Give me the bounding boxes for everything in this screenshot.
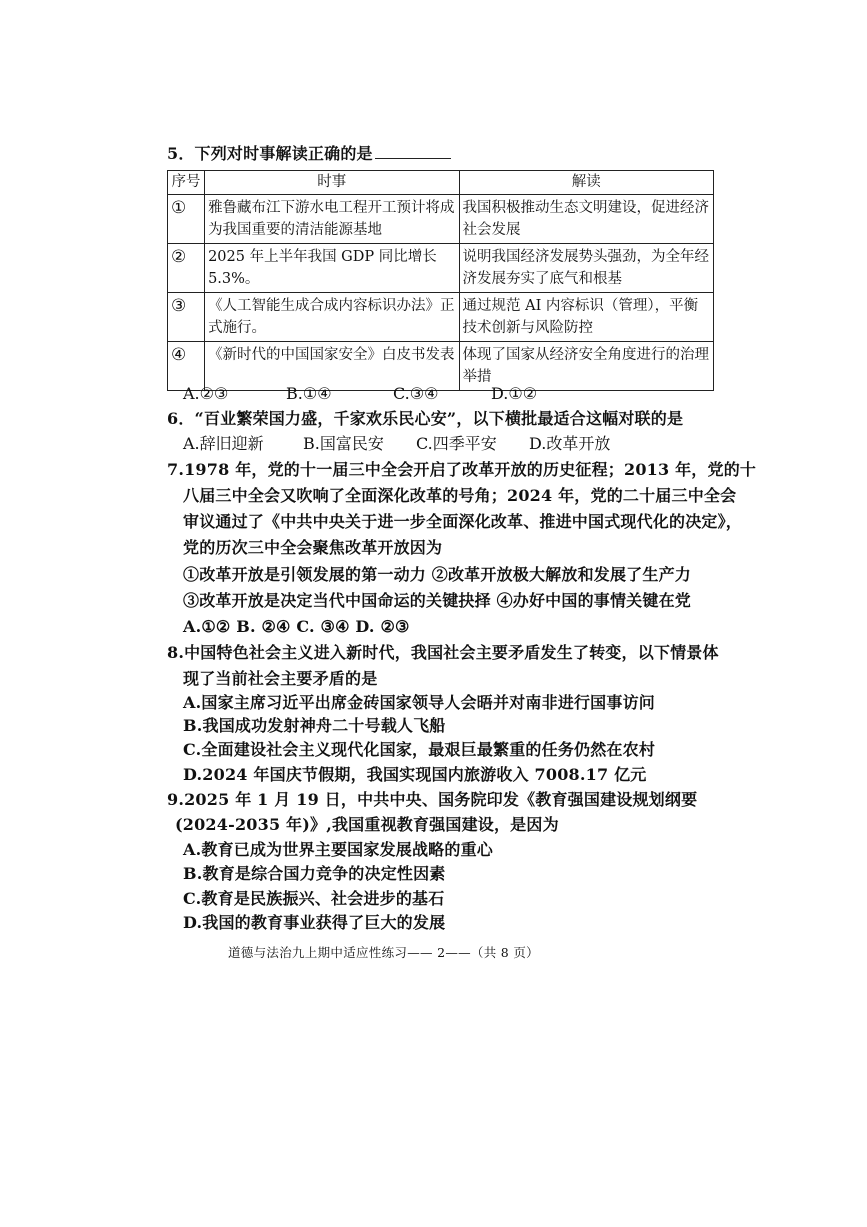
current-events-table [167,170,714,391]
row-interpretation: 说明我国经济发展势头强劲，为全年经济发展夯实了底气和根基 [459,244,713,293]
row-interpretation: 我国积极推动生态文明建设，促进经济社会发展 [459,195,713,244]
row-index: ④ [168,342,205,391]
question-7-stem-line: 审议通过了《中共中央关于进一步全面深化改革、推进中国式现代化的决定》， [183,512,743,531]
row-interpretation: 通过规范 AI 内容标识（管理），平衡技术创新与风险防控 [459,293,713,342]
question-7-stem-line: 八届三中全会又吹响了全面深化改革的号角；2024 年，党的二十届三中全会 [183,486,737,505]
table-row [168,293,714,342]
option-b[interactable]: B.教育是综合国力竞争的决定性因素 [183,864,446,883]
question-5-stem [167,144,451,164]
row-index: ③ [168,293,205,342]
question-9-stem-line: 9.2025 年 1 月 19 日，中共中央、国务院印发《教育强国建设规划纲要 [167,790,698,809]
question-7-options[interactable]: A.①② B. ②④ C. ③④ D. ②③ [183,617,410,636]
question-6-stem: 6．“百业繁荣国力盛，千家欢乐民心安”，以下横批最适合这幅对联的是 [167,409,684,428]
option-d[interactable]: D.2024 年国庆节假期，我国实现国内旅游收入 7008.17 亿元 [183,765,647,784]
question-7-stem-line: 7.1978 年，党的十一届三中全会开启了改革开放的历史征程；2013 年，党的十 [167,460,757,479]
question-6-options [183,434,703,454]
option-a[interactable]: A.②③ [183,384,229,403]
option-c[interactable]: C.教育是民族振兴、社会进步的基石 [183,889,445,908]
row-event: 《新时代的中国国家安全》白皮书发表 [205,342,459,391]
table-row [168,195,714,244]
row-index: ② [168,244,205,293]
question-7-stem-line: 党的历次三中全会聚焦改革开放因为 [183,538,443,557]
option-d[interactable]: D.我国的教育事业获得了巨大的发展 [183,913,446,932]
option-c[interactable]: C.全面建设社会主义现代化国家，最艰巨最繁重的任务仍然在农村 [183,740,656,759]
row-event: 2025 年上半年我国 GDP 同比增长 5.3%。 [205,244,459,293]
option-a[interactable]: A.国家主席习近平出席金砖国家领导人会晤并对南非进行国事访问 [183,693,655,712]
question-7-statement: ①改革开放是引领发展的第一动力 ②改革开放极大解放和发展了生产力 [183,565,691,584]
option-c[interactable]: C.四季平安 [416,434,497,453]
question-7-statement: ③改革开放是决定当代中国命运的关键抉择 ④办好中国的事情关键在党 [183,591,691,610]
option-b[interactable]: B.国富民安 [303,434,384,453]
option-a[interactable]: A.教育已成为世界主要国家发展战略的重心 [183,840,493,859]
row-index: ① [168,195,205,244]
page-footer: 道德与法治九上期中适应性练习—— 2——（共 8 页） [228,945,539,960]
option-b[interactable]: B.①④ [286,384,332,403]
header-index: 序号 [168,171,205,195]
option-b[interactable]: B.我国成功发射神舟二十号载人飞船 [183,716,446,735]
question-8-stem-line: 现了当前社会主要矛盾的是 [183,669,378,688]
row-event: 雅鲁藏布江下游水电工程开工预计将成为我国重要的清洁能源基地 [205,195,459,244]
row-interpretation: 体现了国家从经济安全角度进行的治理举措 [459,342,713,391]
option-c[interactable]: C.③④ [393,384,439,403]
header-interpretation: 解读 [459,171,713,195]
question-5-text: 5．下列对时事解读正确的是 [167,144,373,163]
question-5-options [183,384,703,404]
answer-blank [375,144,451,159]
header-event: 时事 [205,171,459,195]
row-event: 《人工智能生成合成内容标识办法》正式施行。 [205,293,459,342]
question-9-stem-line: (2024-2035 年)》,我国重视教育强国建设，是因为 [175,815,559,834]
table-header-row [168,171,714,195]
table-row [168,244,714,293]
option-d[interactable]: D.①② [491,384,538,403]
question-8-stem-line: 8.中国特色社会主义进入新时代，我国社会主要矛盾发生了转变，以下情景体 [167,643,719,662]
option-a[interactable]: A.辞旧迎新 [183,434,264,453]
option-d[interactable]: D.改革开放 [529,434,611,453]
